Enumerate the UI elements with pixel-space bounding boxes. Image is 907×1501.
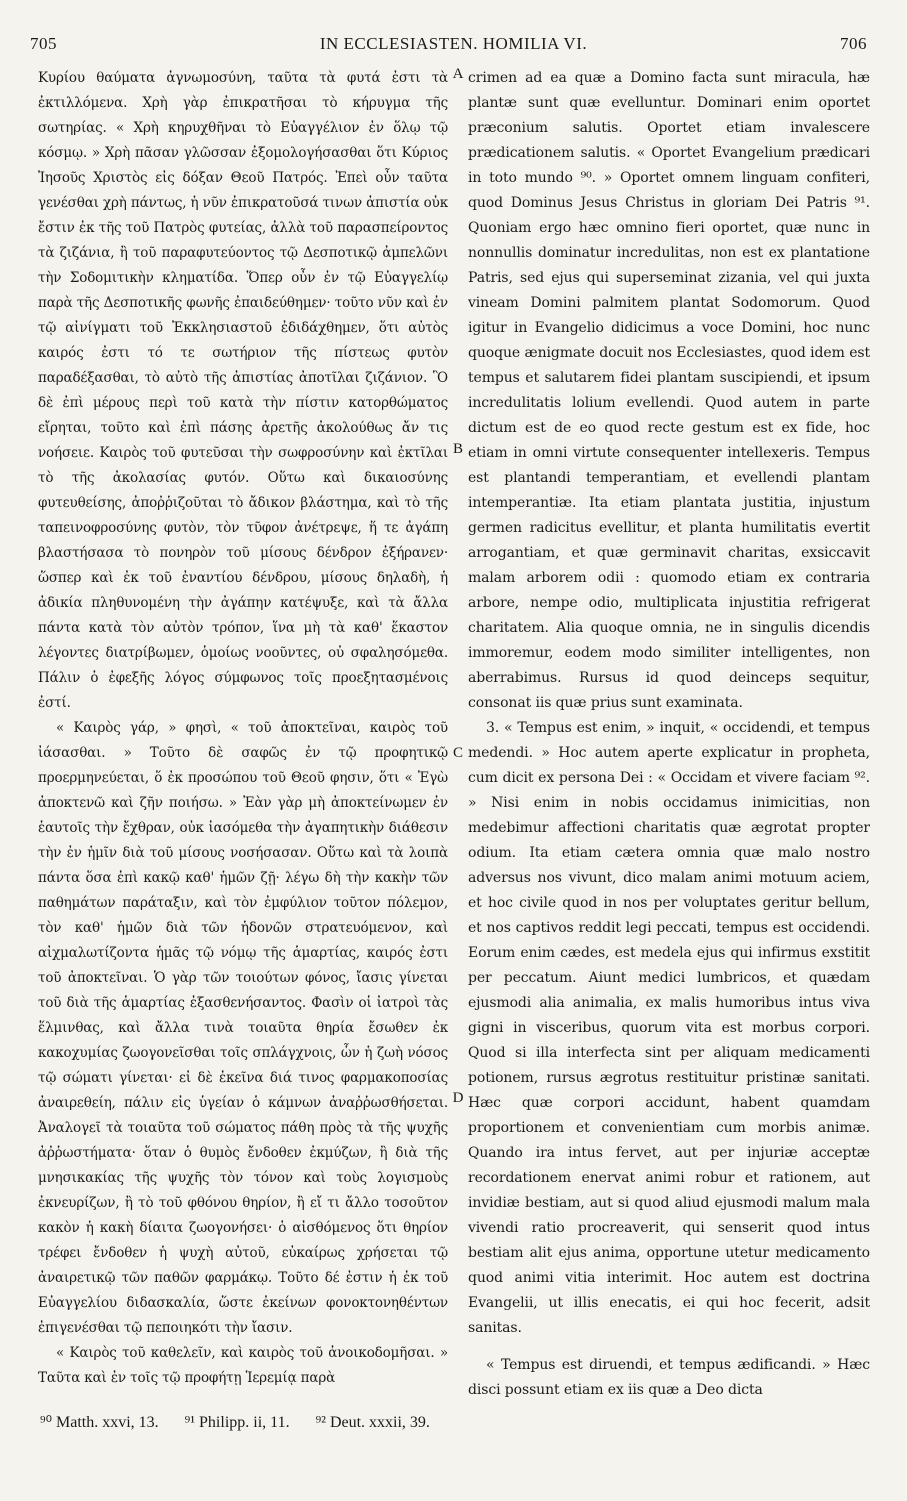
footnote-92: ⁹² Deut. xxxii, 39.: [315, 1414, 430, 1431]
greek-paragraph-2: « Καιρὸς γάρ, » φησὶ, « τοῦ ἀποκτεῖναι, καιρὸς τοῦ ἰάσασθαι. » Τοῦτο δὲ σαφῶς ἐν τῷ προφητικῷ προερμηνεύεται, ὅ ἐκ προσώπου τοῦ Θεοῦ φησιν, ὅτι « Ἐγὼ ἀποκτενῶ καὶ ζῆν ποιήσω. » Ἐὰν γὰρ μὴ ἀποκτείνωμεν ἐν ἑαυτοῖς τὴν ἔχθραν, οὐκ ἰασόμεθα τὴν ἀγαπητικὴν διάθεσιν τὴν ἐν ἡμῖν διὰ τοῦ μίσους νοσήσασαν. Οὕτω καὶ τὰ λοιπὰ πάντα ὅσα ἐπὶ κακῷ καθ' ἡμῶν ζῇ· λέγω δὴ τὴν κακὴν τῶν παθημάτων παράταξιν, καὶ τὸν ἐμφύλιον τοῦτον πόλεμον, τὸν καθ' ἡμῶν διὰ τῶν ἡδονῶν στρατευόμενον, καὶ αἰχμαλωτίζοντα ἡμᾶς τῷ νόμῳ τῆς ἁμαρτίας, καιρός ἐστι τοῦ ἀποκτεῖναι. Ὁ γὰρ τῶν τοιούτων φόνος, ἴασις γίνεται τοῦ διὰ τῆς ἁμαρτίας ἐξασθενήσαντος. Φασὶν οἱ ἰατροὶ τὰς ἕλμινθας, καὶ ἄλλα τινὰ τοιαῦτα θηρία ἔσωθεν ἐκ κακοχυμίας ζωογονεῖσθαι τοῖς σπλάγχνοις, ὧν ἡ ζωὴ νόσος τῷ σώματι γίνεται· εἰ δὲ ἐκεῖνα διά τινος φαρμακοποσίας ἀναιρεθείη, πάλιν εἰς ὑγείαν ὁ κάμνων ἀναῤῥωσθήσεται. Ἀναλογεῖ τὰ τοιαῦτα τοῦ σώματος πάθη πρὸς τὰ τῆς ψυχῆς ἀῤῥωστήματα· ὅταν ὁ θυμὸς ἔνδοθεν ἐκμύζων, ἢ διὰ τῆς μνησικακίας τῆς ψυχῆς τὸν τόνον καὶ τοὺς λογισμοὺς ἐκνευρίζων, ἢ τὸ τοῦ φθόνου θηρίον, ἢ εἴ τι ἄλλο τοσοῦτον κακὸν ἡ κακὴ δίαιτα ζωογονήσει· ὁ αἰσθόμενος ὅτι θηρίον τρέφει ἔνδοθεν ἡ ψυχὴ αὐτοῦ, εὐκαίρως χρήσεται τῷ ἀναιρετικῷ τῶν παθῶν φαρμάκῳ. Τοῦτο δέ ἐστιν ἡ ἐκ τοῦ Εὐαγγελίου διδασκαλία, ὥστε ἐκείνων φονοκτονηθέντων ἐπιγενέσθαι τῷ πεποιηκότι τὴν ἴασιν.: [38, 720, 448, 1336]
greek-paragraph-3: « Καιρὸς τοῦ καθελεῖν, καὶ καιρὸς τοῦ ἀνοικοδομῆσαι. » Ταῦτα καὶ ἐν τοῖς τῷ προφήτῃ Ἱερεμίᾳ παρὰ: [38, 1345, 448, 1386]
footnote-91: ⁹¹ Philipp. ii, 11.: [184, 1414, 290, 1431]
latin-paragraph-2: 3. « Tempus est enim, » inquit, « occidendi, et tempus medendi. » Hoc autem aperte explicatur in propheta, cum dicit ex persona Dei : « Occidam et vivere faciam ⁹². » Nisi enim in nobis occidamus inimicitias, non medebimur affectioni charitatis quæ ægrotat propter odium. Ita etiam cætera omnia quæ malo nostro adversus nos vivunt, dico malam animi motuum aciem, et hoc civile quod in nos per voluptates geritur bellum, et nos captivos reddit legi peccati, tempus est occidendi. Eorum enim cædes, est medela ejus qui infirmus exstitit per peccatum. Aiunt medici lumbricos, et quædam ejusmodi alia animalia, ex malis humoribus intus viva gigni in visceribus, quorum vita est morbus corpori. Quod si illa interfecta sint per aliquam medicamenti potionem, rursus ægrotus restituitur pristinæ sanitati. Hæc quæ corpori accidunt, habent quamdam proportionem et convenientiam cum morbis animæ. Quando ira intus fervet, aut per injuriæ acceptæ recordationem enervat animi robur et rationem, aut invidiæ bestiam, aut si quod aliud ejusmodi malum mala vivendi ratio procreaverit, qui senserit quod intus bestiam alit ejus anima, opportune utetur medicamento quod animi vitia interimit. Hoc autem est doctrina Evangelii, ut illis enecatis, ei qui hoc fecerit, adsit sanitas.: [468, 720, 870, 1336]
latin-column: [468, 66, 870, 1406]
section-marker-b: B: [452, 441, 463, 457]
section-marker-c: C: [452, 745, 463, 761]
latin-paragraph-1: crimen ad ea quæ a Domino facta sunt miracula, hæ plantæ sunt quæ evelluntur. Dominari enim oportet præconium salutis. Oportet etiam invalescere prædicationem salutis. « Oportet Evangelium prædicari in toto mundo ⁹⁰. » Oportet omnem linguam confiteri, quod Dominus Jesus Christus in gloriam Dei Patris ⁹¹. Quoniam ergo hæc omnino fieri oportet, quæ nunc in nonnullis dominatur incredulitas, non est ex plantatione Patris, sed ejus qui superseminat zizania, vel qui juxta vineam Domini palmitem plantat Sodomorum. Quod igitur in Evangelio didicimus a voce Domini, hoc nunc quoque ænigmate docuit nos Ecclesiastes, quod idem est tempus et salutarem fidei plantam suscipiendi, et ipsum incredulitatis lolium evellendi. Quod autem in parte dictum est de eo quod recte gestum est ex fide, hoc etiam in omni virtute consequenter intellexeris. Tempus est plantandi temperantiam, et evellendi plantam intemperantiæ. Ita etiam plantata justitia, injustum germen radicitus evellitur, et planta humilitatis evertit arrogantiam, et quæ germinavit charitas, exsiccavit malam arborem odii : quomodo etiam ex contraria arbore, nempe odio, multiplicata injustitia refrigerat charitatem. Alia quoque omnia, ne in singulis dicendis immoremur, eodem modo similiter intelligentes, non aberrabimus. Rursus id quod deinceps sequitur, consonat iis quæ prius sunt examinata.: [468, 70, 870, 711]
page-number-left: 705: [30, 34, 57, 53]
footnotes: [40, 1412, 870, 1432]
latin-paragraph-3: « Tempus est diruendi, et tempus ædificandi. » Hæc disci possunt etiam ex iis quæ a Deo dicta: [468, 1357, 870, 1398]
section-marker-a: A: [452, 66, 464, 82]
running-title: IN ECCLESIASTEN. HOMILIA VI.: [319, 34, 588, 53]
greek-column: [38, 66, 448, 1406]
page-number-right: 706: [840, 34, 867, 53]
running-header: [0, 34, 907, 58]
footnote-90: ⁹⁰ Matth. xxvi, 13.: [40, 1414, 159, 1431]
greek-paragraph-1: Κυρίου θαύματα ἀγνωμοσύνη, ταῦτα τὰ φυτά ἐστι τὰ ἐκτιλλόμενα. Χρὴ γὰρ ἐπικρατῆσαι τὸ κήρυγμα τῆς σωτηρίας. « Χρὴ κηρυχθῆναι τὸ Εὐαγγέλιον ἐν ὅλῳ τῷ κόσμῳ. » Χρὴ πᾶσαν γλῶσσαν ἐξομολογήσασθαι ὅτι Κύριος Ἰησοῦς Χριστὸς εἰς δόξαν Θεοῦ Πατρός. Ἐπεὶ οὖν ταῦτα γενέσθαι χρὴ πάντως, ἡ νῦν ἐπικρατοῦσά τινων ἀπιστία οὐκ ἔστιν ἐκ τῆς τοῦ Πατρὸς φυτείας, ἀλλὰ τοῦ παρασπείροντος τὰ ζιζάνια, ἢ τοῦ παραφυτεύοντος τῷ Δεσποτικῷ ἀμπελῶνι τὴν Σοδομιτικὴν κληματίδα. Ὅπερ οὖν ἐν τῷ Εὐαγγελίῳ παρὰ τῆς Δεσποτικῆς φωνῆς ἐπαιδεύθημεν· τοῦτο νῦν καὶ ἐν τῷ αἰνίγματι τοῦ Ἐκκλησιαστοῦ ἐδιδάχθημεν, ὅτι αὐτὸς καιρός ἐστι τό τε σωτήριον τῆς πίστεως φυτὸν παραδέξασθαι, τὸ αὐτὸ τῆς ἀπιστίας ἀποτῖλαι ζιζάνιον. Ὃ δὲ ἐπὶ μέρους περὶ τοῦ κατὰ τὴν πίστιν κατορθώματος εἴρηται, τοῦτο καὶ ἐπὶ πάσης ἀρετῆς ἀκολούθως ἄν τις νοήσειε. Καιρὸς τοῦ φυτεῦσαι τὴν σωφροσύνην καὶ ἐκτῖλαι τὸ τῆς ἀκολασίας φυτόν. Οὕτω καὶ δικαιοσύνης φυτευθείσης, ἀποῤῥιζοῦται τὸ ἄδικον βλάστημα, καὶ τὸ τῆς ταπεινοφροσύνης φυτὸν, τὸν τῦφον ἀνέτρεψε, ἥ τε ἀγάπη βλαστήσασα τὸ πονηρὸν τοῦ μίσους δένδρον ἐξήρανεν· ὥσπερ καὶ ἐκ τοῦ ἐναντίου δένδρου, μίσους δηλαδὴ, ἡ ἀδικία πληθυνομένη τὴν ἀγάπην κατέψυξε, καὶ τὰ ἄλλα πάντα κατὰ τὸν αὐτὸν τρόπον, ἵνα μὴ τὰ καθ' ἕκαστον λέγοντες διατρίβωμεν, ὁμοίως νοοῦντες, οὐ σφαλησόμεθα. Πάλιν ὁ ἐφεξῆς λόγος σύμφωνος τοῖς προεξητασμένοις ἐστί.: [38, 70, 448, 711]
section-marker-d: D: [452, 1090, 464, 1106]
